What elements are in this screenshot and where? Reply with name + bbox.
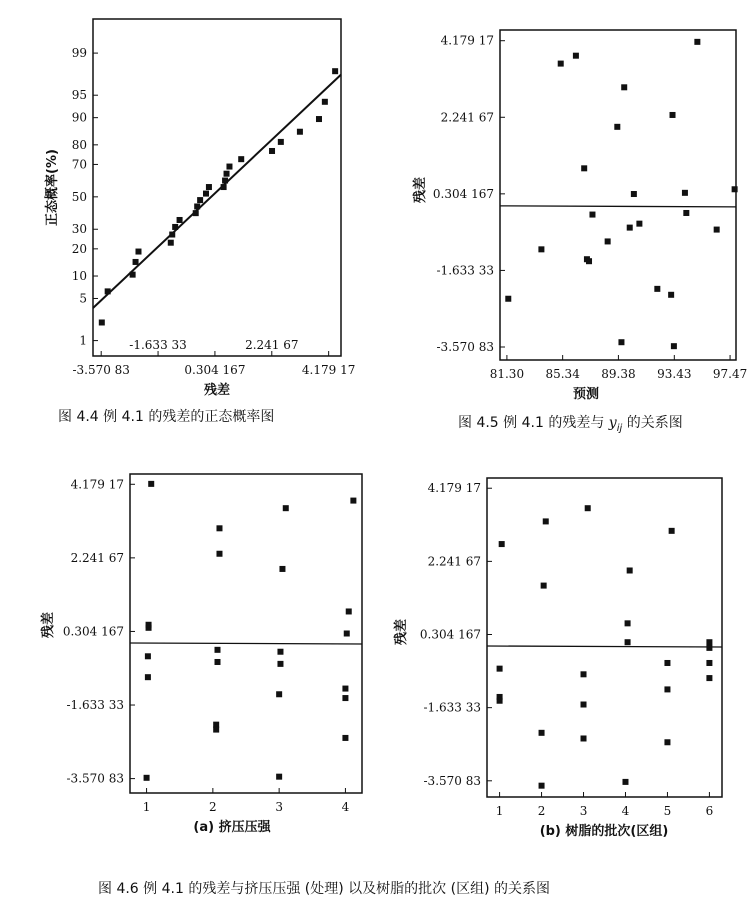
x-axis-label: (a) 挤压压强 xyxy=(193,820,271,835)
y-tick-label: 5 xyxy=(79,291,87,306)
y-axis-label: 正态概率(%) xyxy=(45,149,60,226)
data-point xyxy=(135,249,141,255)
x-tick-label: -1.633 33 xyxy=(129,338,187,352)
data-point xyxy=(618,339,624,345)
data-point xyxy=(146,622,152,628)
data-point xyxy=(277,649,283,655)
x-axis-label: 残差 xyxy=(203,383,231,398)
x-tick-label: 3 xyxy=(579,804,588,818)
y-tick-label: 4.179 17 xyxy=(427,481,481,496)
x-tick-label: 89.38 xyxy=(601,367,636,381)
data-point xyxy=(213,727,219,733)
data-point xyxy=(350,498,356,504)
data-point xyxy=(145,653,151,659)
y-tick-label: -1.633 33 xyxy=(66,698,124,713)
data-point xyxy=(539,783,545,789)
y-tick-label: 90 xyxy=(71,110,87,125)
residual-vs-pressure-plot xyxy=(40,474,362,835)
data-point xyxy=(683,210,689,216)
y-tick-label: 0.304 167 xyxy=(432,186,494,201)
data-point xyxy=(221,184,227,190)
data-point xyxy=(664,660,670,666)
data-point xyxy=(664,686,670,692)
data-point xyxy=(622,779,628,785)
data-point xyxy=(226,164,232,170)
data-point xyxy=(541,583,547,589)
data-point xyxy=(144,775,150,781)
data-point xyxy=(581,165,587,171)
data-point xyxy=(585,505,591,511)
x-tick-label: 4 xyxy=(341,800,350,814)
data-point xyxy=(222,178,228,184)
x-tick-label: 1 xyxy=(142,800,151,814)
data-point xyxy=(99,319,105,325)
data-point xyxy=(505,296,511,302)
data-point xyxy=(322,99,328,105)
y-axis-label: 残差 xyxy=(413,176,428,204)
caption-text-suffix: 的关系图 xyxy=(622,415,683,431)
zero-reference-line xyxy=(500,206,736,207)
data-point xyxy=(316,116,322,122)
data-point xyxy=(214,659,220,665)
y-tick-label: 2.241 67 xyxy=(70,550,124,565)
data-point xyxy=(682,190,688,196)
data-point xyxy=(706,675,712,681)
y-tick-label: 99 xyxy=(71,46,87,61)
data-point xyxy=(278,139,284,145)
data-point xyxy=(269,148,275,154)
data-point xyxy=(148,481,154,487)
data-point xyxy=(538,246,544,252)
x-tick-label: 3 xyxy=(275,800,283,814)
data-point xyxy=(203,191,209,197)
data-point xyxy=(145,674,151,680)
x-tick-label: 93.43 xyxy=(657,367,692,381)
data-point xyxy=(581,702,587,708)
x-tick-label: 4 xyxy=(621,804,630,818)
data-point xyxy=(706,660,712,666)
y-tick-label: 4.179 17 xyxy=(440,33,494,48)
y-tick-label: 0.304 167 xyxy=(419,627,481,642)
data-point xyxy=(130,272,136,278)
data-point xyxy=(332,68,338,74)
data-point xyxy=(694,39,700,45)
data-point xyxy=(238,156,244,162)
data-point xyxy=(586,258,592,264)
y-tick-label: -3.570 83 xyxy=(436,339,494,354)
zero-reference-line xyxy=(487,646,722,647)
data-point xyxy=(499,541,505,547)
data-point xyxy=(614,124,620,130)
data-point xyxy=(732,186,738,192)
y-tick-label: 20 xyxy=(71,241,87,256)
y-tick-label: 50 xyxy=(71,189,87,204)
x-axis-label: 预测 xyxy=(572,387,600,402)
data-point xyxy=(283,505,289,511)
y-tick-label: -1.633 33 xyxy=(436,263,494,278)
data-point xyxy=(670,112,676,118)
x-tick-label: 2 xyxy=(209,800,217,814)
data-point xyxy=(664,739,670,745)
caption-var-y: y xyxy=(608,415,617,431)
zero-reference-line xyxy=(130,643,362,644)
data-point xyxy=(342,735,348,741)
data-point xyxy=(177,217,183,223)
data-point xyxy=(276,774,282,780)
y-axis-label: 残差 xyxy=(41,611,56,639)
plot-frame xyxy=(130,474,362,793)
x-tick-label: 97.47 xyxy=(712,367,747,381)
data-point xyxy=(581,735,587,741)
data-point xyxy=(214,647,220,653)
data-point xyxy=(297,129,303,135)
x-tick-label: 81.30 xyxy=(489,367,525,381)
plot-frame xyxy=(487,478,722,797)
data-point xyxy=(105,288,111,294)
residual-vs-batch-plot xyxy=(393,478,722,839)
data-point xyxy=(168,240,174,246)
y-tick-label: 80 xyxy=(71,137,87,152)
x-tick-label: 5 xyxy=(663,804,672,818)
data-point xyxy=(224,171,230,177)
data-point xyxy=(706,639,712,645)
x-tick-label: 4.179 17 xyxy=(301,363,356,377)
data-point xyxy=(342,695,348,701)
y-tick-label: 10 xyxy=(71,269,87,284)
y-tick-label: 2.241 67 xyxy=(427,554,481,569)
y-tick-label: -1.633 33 xyxy=(423,700,481,715)
data-point xyxy=(193,210,199,216)
y-tick-label: -3.570 83 xyxy=(66,771,124,786)
data-point xyxy=(216,525,222,531)
y-tick-label: 4.179 17 xyxy=(70,477,124,492)
residual-vs-predicted-plot xyxy=(412,30,747,402)
caption-var-subscript: ij xyxy=(616,423,623,434)
normal-probability-plot xyxy=(44,19,355,398)
data-point xyxy=(706,645,712,651)
data-point xyxy=(206,184,212,190)
data-point xyxy=(172,224,178,230)
data-point xyxy=(346,608,352,614)
y-tick-label: 95 xyxy=(71,88,87,103)
data-point xyxy=(279,566,285,572)
data-point xyxy=(627,225,633,231)
data-point xyxy=(277,661,283,667)
data-point xyxy=(627,567,633,573)
data-point xyxy=(654,286,660,292)
x-tick-label: 2.241 67 xyxy=(245,338,299,352)
data-point xyxy=(169,232,175,238)
plot-frame xyxy=(93,19,341,356)
data-point xyxy=(669,528,675,534)
data-point xyxy=(216,551,222,557)
data-point xyxy=(621,84,627,90)
y-tick-label: 0.304 167 xyxy=(62,624,124,639)
data-point xyxy=(625,620,631,626)
x-tick-label: 1 xyxy=(495,804,504,818)
data-point xyxy=(631,191,637,197)
data-point xyxy=(543,518,549,524)
caption-text-prefix: 图 4.5 例 4.1 的残差与 xyxy=(458,415,609,431)
data-point xyxy=(581,671,587,677)
data-point xyxy=(276,691,282,697)
x-tick-label: 0.304 167 xyxy=(184,363,246,377)
x-tick-label: 2 xyxy=(537,804,546,818)
y-tick-label: 30 xyxy=(71,222,87,237)
y-tick-label: 2.241 67 xyxy=(440,110,494,125)
figure-4-5-caption xyxy=(458,415,683,434)
plot-frame xyxy=(500,30,736,360)
x-axis-label: (b) 树脂的批次(区组) xyxy=(539,824,669,839)
data-point xyxy=(573,53,579,59)
data-point xyxy=(714,227,720,233)
data-point xyxy=(344,631,350,637)
data-point xyxy=(668,292,674,298)
y-tick-label: 1 xyxy=(79,333,87,348)
y-tick-label: 70 xyxy=(71,157,87,172)
x-tick-label: -3.570 83 xyxy=(72,363,130,377)
data-point xyxy=(342,686,348,692)
data-point xyxy=(194,203,200,209)
data-point xyxy=(625,639,631,645)
data-point xyxy=(671,343,677,349)
data-point xyxy=(558,61,564,67)
data-point xyxy=(605,238,611,244)
figure-4-6-caption: 图 4.6 例 4.1 的残差与挤压压强 (处理) 以及树脂的批次 (区组) 的关系图 xyxy=(98,881,550,897)
x-tick-label: 6 xyxy=(705,804,714,818)
data-point xyxy=(497,698,503,704)
data-point xyxy=(589,212,595,218)
y-tick-label: -3.570 83 xyxy=(423,773,481,788)
data-point xyxy=(636,221,642,227)
y-axis-label: 残差 xyxy=(394,618,409,646)
x-tick-label: 85.34 xyxy=(545,367,580,381)
data-point xyxy=(539,730,545,736)
data-point xyxy=(497,666,503,672)
data-point xyxy=(133,259,139,265)
data-point xyxy=(197,197,203,203)
figure-4-4-caption: 图 4.4 例 4.1 的残差的正态概率图 xyxy=(58,409,275,425)
